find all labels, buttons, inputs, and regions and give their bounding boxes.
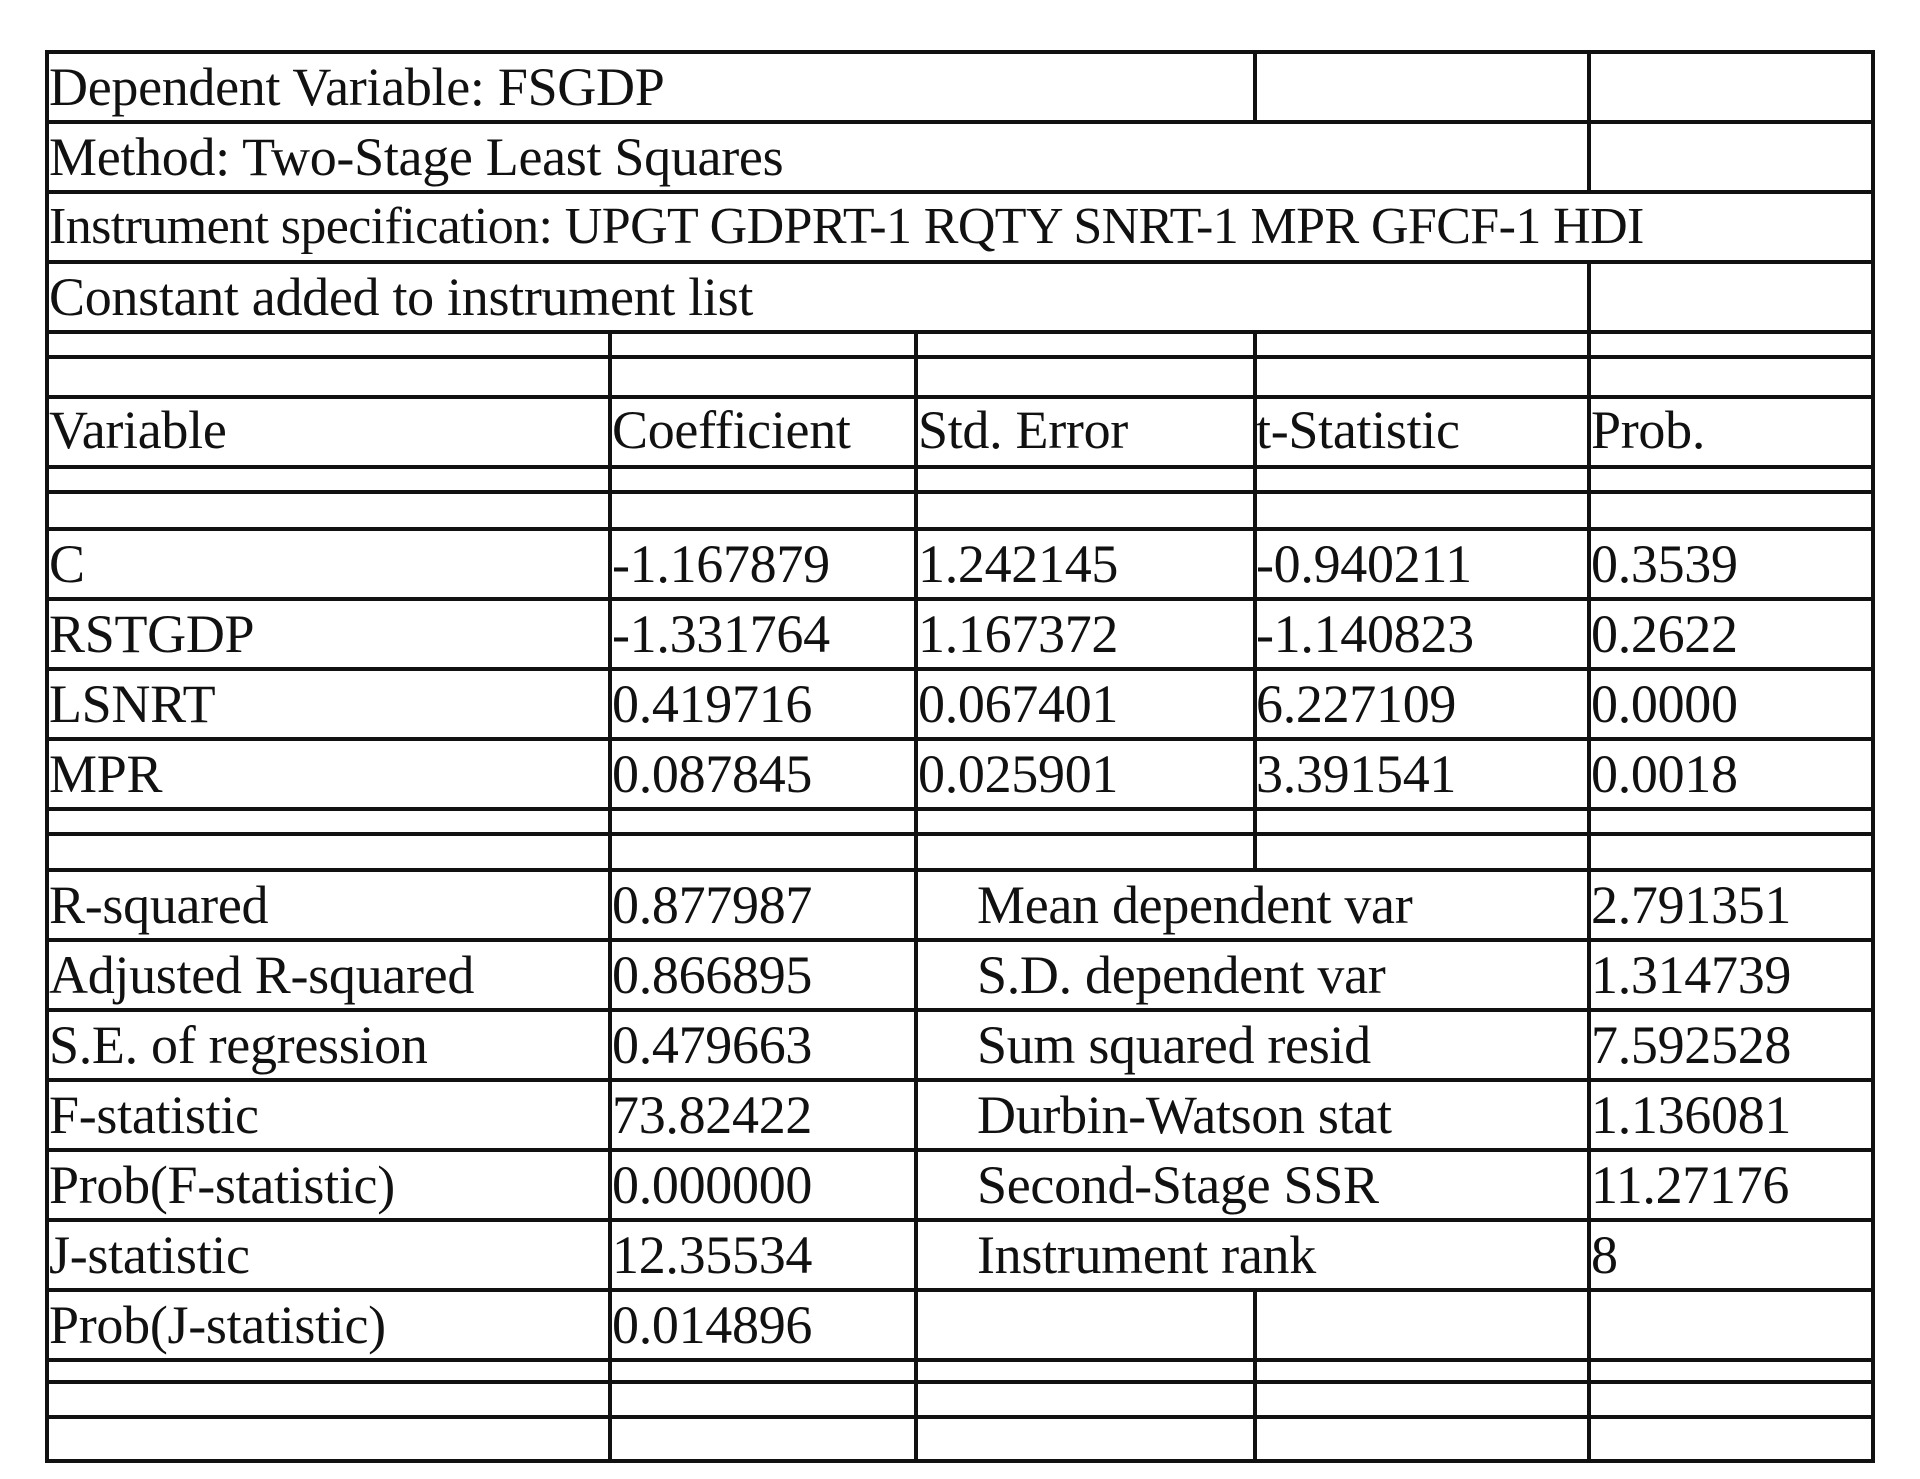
std-error-value: 1.242145 — [918, 534, 1119, 594]
stat-label: R-squared — [49, 875, 269, 935]
rule-tstat-column — [1253, 50, 1257, 122]
coefficient-value: -1.167879 — [612, 534, 830, 594]
t-statistic-value: -1.140823 — [1256, 604, 1474, 664]
stat-value: 73.82422 — [612, 1085, 813, 1145]
stat-value: 0.014896 — [612, 1295, 813, 1355]
variable-name: C — [49, 534, 85, 594]
rule — [45, 527, 1875, 531]
rule-top — [45, 50, 1875, 54]
stat-value: 1.136081 — [1591, 1085, 1792, 1145]
variable-name: RSTGDP — [49, 604, 255, 664]
instrument-specification: Instrument specification: UPGT GDPRT-1 RQTY SNRT-1 MPR GFCF-1 HDI — [49, 198, 1644, 255]
coefficient-value: -1.331764 — [612, 604, 830, 664]
rule — [45, 1078, 1875, 1082]
t-statistic-value: 3.391541 — [1256, 744, 1457, 804]
coefficient-value: 0.419716 — [612, 674, 813, 734]
rule — [45, 1288, 1875, 1292]
rule — [45, 465, 1875, 469]
regression-output-table — [45, 50, 1875, 1465]
stat-value: 0.866895 — [612, 945, 813, 1005]
stat-label: Durbin-Watson stat — [977, 1085, 1392, 1145]
rule — [45, 330, 1875, 334]
rule — [45, 938, 1875, 942]
dependent-variable: Dependent Variable: FSGDP — [49, 57, 665, 117]
column-header-coefficient: Coefficient — [612, 400, 851, 460]
rule — [45, 355, 1875, 359]
rule — [45, 1415, 1875, 1419]
coefficient-value: 0.087845 — [612, 744, 813, 804]
variable-name: LSNRT — [49, 674, 216, 734]
std-error-value: 1.167372 — [918, 604, 1119, 664]
prob-value: 0.3539 — [1591, 534, 1738, 594]
stat-value: 0.000000 — [612, 1155, 813, 1215]
stat-label: Mean dependent var — [977, 875, 1413, 935]
std-error-value: 0.025901 — [918, 744, 1119, 804]
rule — [45, 1380, 1875, 1384]
rule — [45, 490, 1875, 494]
stat-label: J-statistic — [49, 1225, 250, 1285]
rule — [45, 868, 1875, 872]
rule — [45, 1218, 1875, 1222]
stat-label: Adjusted R-squared — [49, 945, 475, 1005]
rule-bottom — [45, 1459, 1875, 1463]
rule-right — [1871, 50, 1875, 1463]
stat-label: S.D. dependent var — [977, 945, 1386, 1005]
prob-value: 0.0000 — [1591, 674, 1738, 734]
rule — [45, 1008, 1875, 1012]
t-statistic-value: -0.940211 — [1256, 534, 1472, 594]
column-header-t-statistic: t-Statistic — [1256, 400, 1460, 460]
stat-value: 12.35534 — [612, 1225, 813, 1285]
stat-value: 2.791351 — [1591, 875, 1792, 935]
prob-value: 0.2622 — [1591, 604, 1738, 664]
estimation-method: Method: Two-Stage Least Squares — [49, 127, 784, 187]
t-statistic-value: 6.227109 — [1256, 674, 1457, 734]
std-error-value: 0.067401 — [918, 674, 1119, 734]
rule-tstat-column — [1253, 1290, 1257, 1463]
stat-label: F-statistic — [49, 1085, 259, 1145]
column-header-variable: Variable — [49, 400, 227, 460]
rule — [45, 667, 1875, 671]
rule — [45, 597, 1875, 601]
stat-value: 1.314739 — [1591, 945, 1792, 1005]
stat-label: S.E. of regression — [49, 1015, 428, 1075]
rule — [45, 807, 1875, 811]
rule — [45, 260, 1875, 264]
rule — [45, 1358, 1875, 1362]
stat-label: Second-Stage SSR — [977, 1155, 1379, 1215]
rule-prob-column — [1587, 50, 1591, 192]
rule-stderr-column — [914, 330, 918, 1463]
stat-value: 11.27176 — [1591, 1155, 1790, 1215]
stat-label: Prob(F-statistic) — [49, 1155, 395, 1215]
stat-value: 8 — [1591, 1225, 1618, 1285]
stat-value: 0.877987 — [612, 875, 813, 935]
stat-label: Sum squared resid — [977, 1015, 1371, 1075]
variable-name: MPR — [49, 744, 163, 804]
rule — [45, 120, 1875, 124]
rule — [45, 1148, 1875, 1152]
rule — [45, 832, 1875, 836]
constant-note: Constant added to instrument list — [49, 267, 754, 327]
column-header-std-error: Std. Error — [918, 400, 1128, 460]
rule — [45, 395, 1875, 399]
rule — [45, 737, 1875, 741]
stat-label: Instrument rank — [977, 1225, 1316, 1285]
stat-value: 0.479663 — [612, 1015, 813, 1075]
column-header-prob: Prob. — [1591, 400, 1706, 460]
prob-value: 0.0018 — [1591, 744, 1738, 804]
rule — [45, 190, 1875, 194]
stat-value: 7.592528 — [1591, 1015, 1792, 1075]
stat-label: Prob(J-statistic) — [49, 1295, 386, 1355]
